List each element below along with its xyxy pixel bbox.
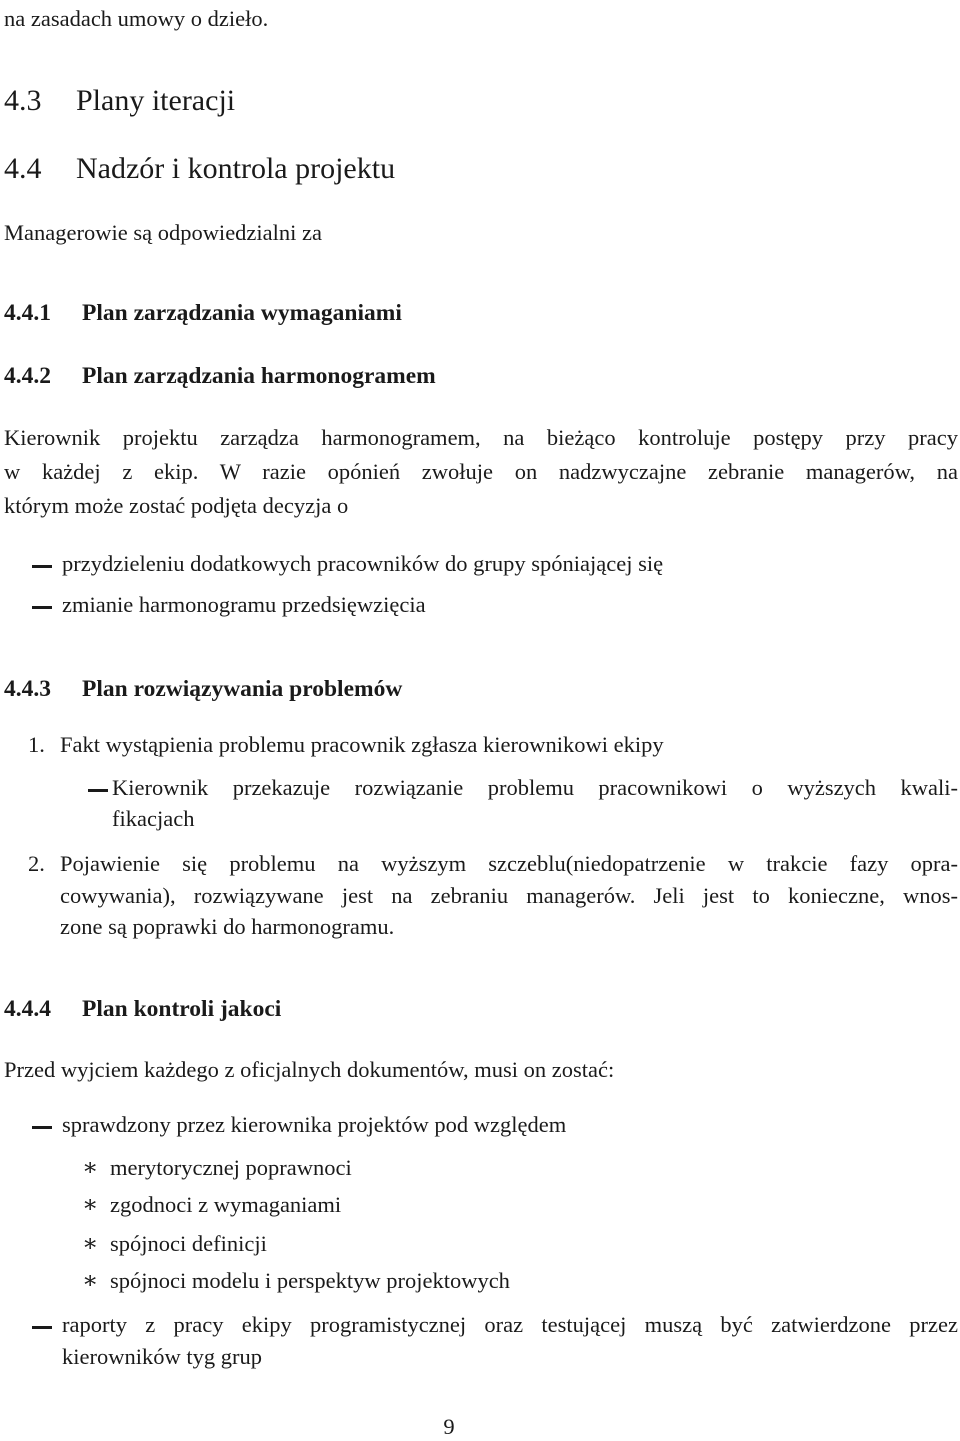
sub-list-item: spójnoci modelu i perspektyw projektowych xyxy=(110,1268,510,1293)
subsection-heading-4-4-4 xyxy=(4,995,281,1023)
asterisk-bullet: ∗ xyxy=(82,1231,99,1257)
subsection-number: 4.4.2 xyxy=(4,363,51,389)
section-number: 4.3 xyxy=(4,84,42,117)
paragraph: Managerowie są odpowiedzialni za xyxy=(4,220,322,245)
dash-bullet xyxy=(88,789,108,792)
section-heading-4-4 xyxy=(4,151,395,187)
enum-item-line: cowywania), rozwiązywane jest na zebraniu managerów. Jeli jest to konieczne, wnos- xyxy=(60,883,958,908)
subsection-title: Plan zarządzania harmonogramem xyxy=(82,363,436,389)
asterisk-bullet: ∗ xyxy=(82,1155,99,1181)
list-item: sprawdzony przez kierownika projektów pod względem xyxy=(62,1112,567,1137)
paragraph-fragment: na zasadach umowy o dzieło. xyxy=(4,6,269,31)
list-item: przydzieleniu dodatkowych pracowników do grupy spóniającej się xyxy=(62,551,664,576)
subsection-title: Plan rozwiązywania problemów xyxy=(82,676,403,702)
dash-bullet xyxy=(32,606,52,609)
paragraph-line: którym może zostać podjęta decyzja o xyxy=(4,493,349,518)
paragraph: Przed wyjciem każdego z oficjalnych dokumentów, musi on zostać: xyxy=(4,1057,615,1082)
enum-item-line: zone są poprawki do harmonogramu. xyxy=(60,914,395,939)
list-item-line: kierowników tyg grup xyxy=(62,1344,262,1369)
sub-list-item-line: fikacjach xyxy=(112,806,195,831)
list-item: zmianie harmonogramu przedsięwzięcia xyxy=(62,592,426,617)
asterisk-bullet: ∗ xyxy=(82,1268,99,1294)
subsection-heading-4-4-2 xyxy=(4,362,436,390)
enum-number: 2. xyxy=(28,851,45,876)
sub-list-item: merytorycznej poprawnoci xyxy=(110,1155,352,1180)
sub-list-item-line: Kierownik przekazuje rozwiązanie problemu pracownikowi o wyższych kwali- xyxy=(112,775,958,800)
subsection-number: 4.4.1 xyxy=(4,300,51,326)
asterisk-bullet: ∗ xyxy=(82,1192,99,1218)
page-number: 9 xyxy=(443,1414,455,1439)
section-title: Nadzór i kontrola projektu xyxy=(76,152,396,185)
section-number: 4.4 xyxy=(4,152,42,185)
paragraph-line: Kierownik projektu zarządza harmonogramem, na bieżąco kontroluje postępy przy pracy xyxy=(4,425,958,450)
dash-bullet xyxy=(32,1126,52,1129)
paragraph-line: w każdej z ekip. W razie opónień zwołuje on nadzwyczajne zebranie managerów, na xyxy=(4,459,958,484)
enum-number: 1. xyxy=(28,732,45,757)
subsection-title: Plan zarządzania wymaganiami xyxy=(82,300,402,326)
enum-item-line: Pojawienie się problemu na wyższym szczeblu(niedopatrzenie w trakcie fazy opra- xyxy=(60,851,958,876)
section-heading-4-3 xyxy=(4,83,235,119)
section-title: Plany iteracji xyxy=(76,84,236,117)
document-page xyxy=(4,0,958,1438)
subsection-title: Plan kontroli jakoci xyxy=(82,996,282,1022)
list-item-line: raporty z pracy ekipy programistycznej oraz testującej muszą być zatwierdzone przez xyxy=(62,1312,958,1337)
subsection-heading-4-4-3 xyxy=(4,675,402,703)
enum-item: Fakt wystąpienia problemu pracownik zgłasza kierownikowi ekipy xyxy=(60,732,664,757)
dash-bullet xyxy=(32,565,52,568)
subsection-number: 4.4.3 xyxy=(4,676,51,702)
sub-list-item: spójnoci definicji xyxy=(110,1231,267,1256)
dash-bullet xyxy=(32,1326,52,1329)
subsection-number: 4.4.4 xyxy=(4,996,51,1022)
subsection-heading-4-4-1 xyxy=(4,299,402,327)
sub-list-item: zgodnoci z wymaganiami xyxy=(110,1192,342,1217)
